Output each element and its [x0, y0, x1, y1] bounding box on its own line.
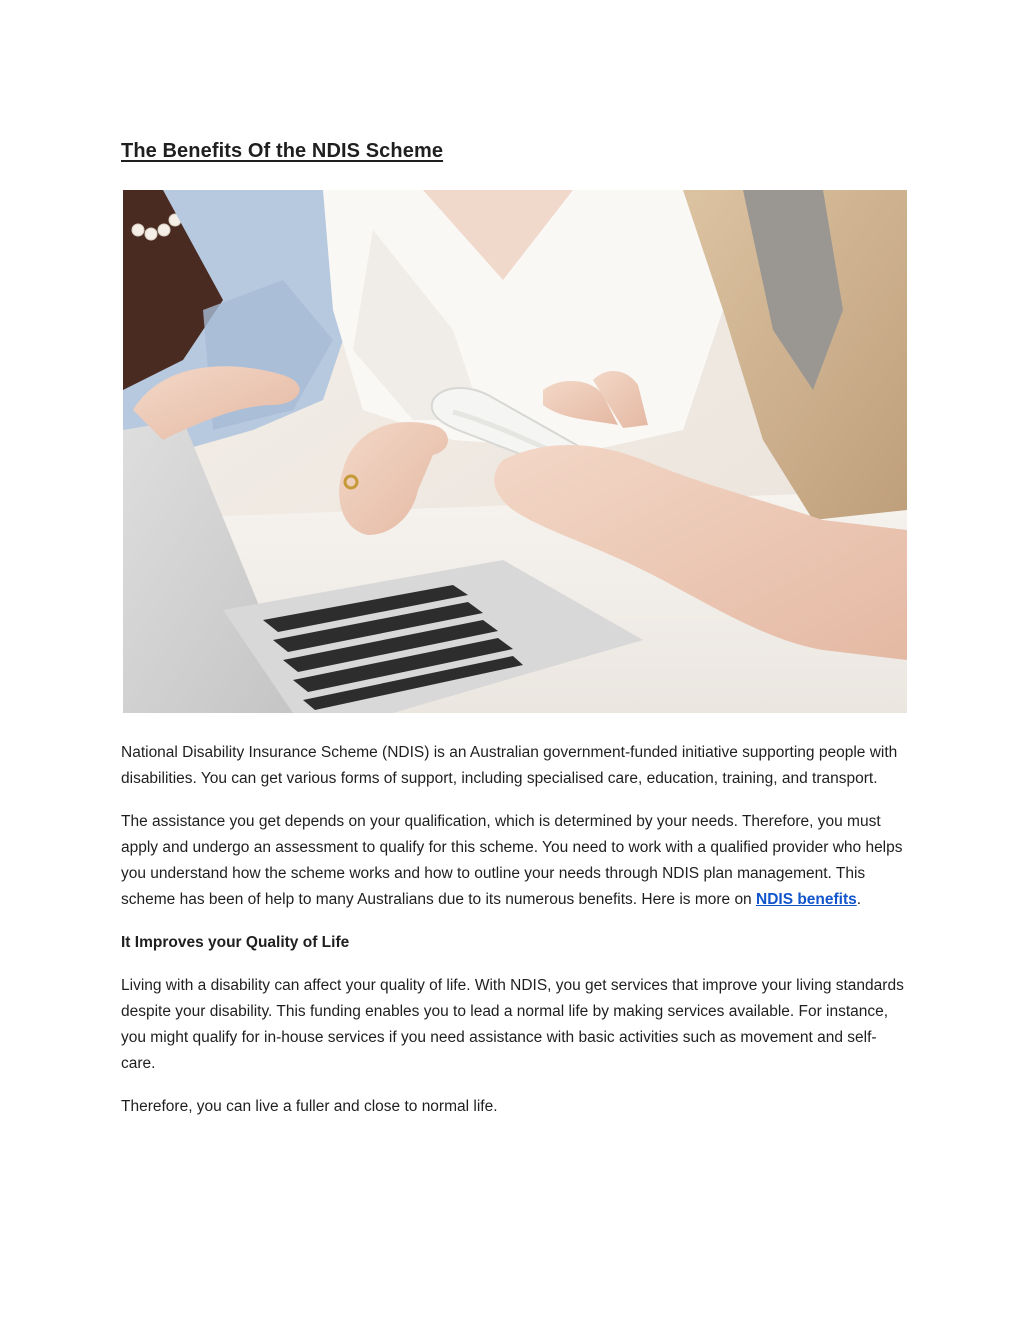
- ndis-benefits-link[interactable]: NDIS benefits: [756, 891, 857, 908]
- page-title: The Benefits Of the NDIS Scheme: [121, 140, 444, 162]
- hands-smartphone-illustration: [123, 190, 907, 713]
- conclusion-paragraph: Therefore, you can live a fuller and close to normal life.: [121, 1098, 498, 1115]
- intro-paragraph: National Disability Insurance Scheme (NDIS) is an Australian government-funded initiative supporting people with disabilities. You can get various forms of support, including specialised care, education, training, and transport.: [121, 744, 898, 787]
- assistance-text-end: .: [856, 891, 862, 908]
- assistance-paragraph: [121, 809, 907, 913]
- section-heading: It Improves your Quality of Life: [121, 934, 350, 951]
- article-body: [121, 740, 907, 1137]
- hero-image: [123, 190, 907, 713]
- assistance-text: The assistance you get depends on your qualification, which is determined by your needs. Therefore, you must apply and undergo an assessment to qualify for this scheme. You need to work with a qualified provider who helps you understand how the scheme works and how to outline your needs through NDIS plan management. This scheme has been of help to many Australians due to its numerous benefits. Here is more on: [121, 813, 903, 908]
- quality-of-life-paragraph: Living with a disability can affect your quality of life. With NDIS, you get services that improve your living standards despite your disability. This funding enables you to lead a normal life by making services available. For instance, you might qualify for in-house services if you need assistance with basic activities such as movement and self-care.: [121, 977, 904, 1072]
